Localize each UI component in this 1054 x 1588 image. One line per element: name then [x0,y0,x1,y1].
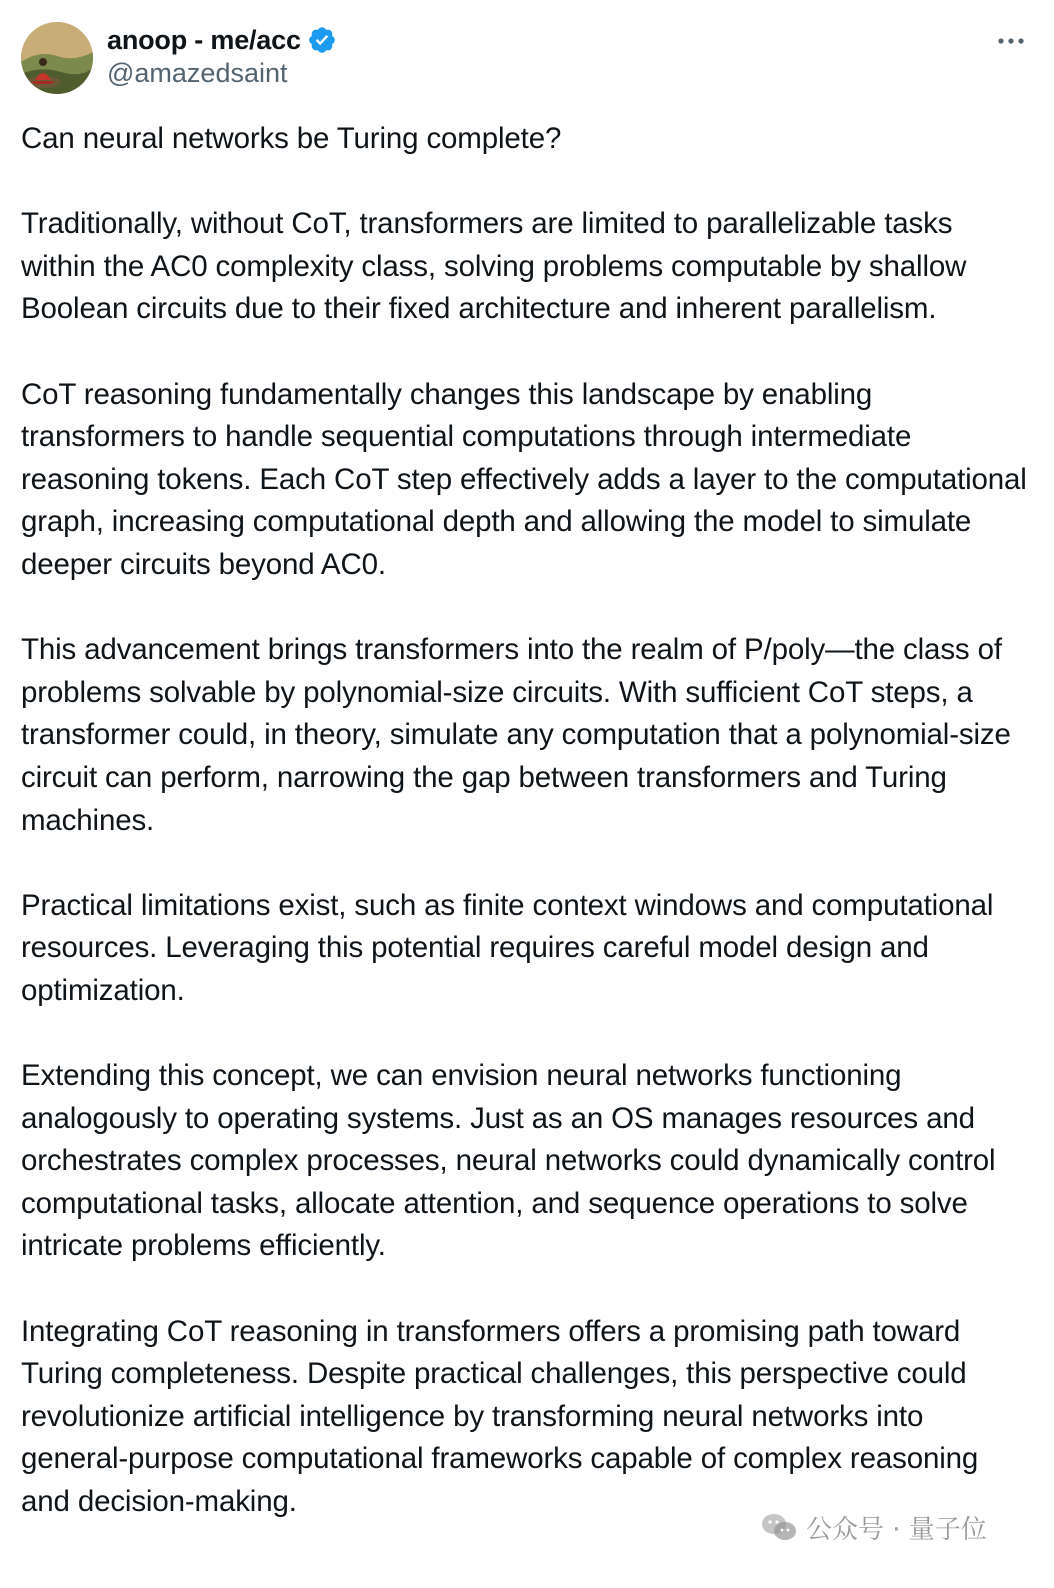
watermark [760,1508,987,1546]
more-horizontal-icon [997,37,1025,45]
author-handle[interactable]: @amazedsaint [107,58,288,88]
tweet-paragraph: Traditionally, without CoT, transformers are limited to parallelizable tasks within the AC0 complexity class, solving problems computable by shallow Boolean circuits due to their fixed architecture and inherent parallelism. [21,207,967,326]
tweet-paragraph: Can neural networks be Turing complete? [21,122,562,155]
tweet-header [0,0,1054,110]
avatar-meditating-figure-icon [21,22,93,94]
author-name-row [107,22,337,58]
more-options-button[interactable] [996,26,1026,56]
verified-badge-icon [307,25,337,55]
tweet-paragraph: Integrating CoT reasoning in transformers offers a promising path toward Turing completeness. Despite practical challenges, this perspective could revolutionize artificial intelligence by transforming neural networks into general-purpose computational frameworks capable of complex reasoning and decision-making. [21,1314,979,1518]
wechat-icon [760,1511,798,1543]
tweet-paragraph: CoT reasoning fundamentally changes this landscape by enabling transformers to handle sequential computations through intermediate reasoning tokens. Each CoT step effectively adds a layer to the computational graph, increasing computational depth and allowing the model to simulate deeper circuits beyond AC0. [21,377,1027,581]
avatar[interactable] [21,22,93,94]
tweet-paragraph: Extending this concept, we can envision neural networks functioning analogously to operating systems. Just as an OS manages resources and orchestrates complex processes, neural networks could dynamically control computational tasks, allocate attention, and sequence operations to solve intricate problems efficiently. [21,1059,996,1263]
author-display-name[interactable]: anoop - me/acc [107,24,301,55]
tweet-text [21,118,1033,1524]
watermark-text: 公众号 · 量子位 [806,1514,987,1545]
tweet-paragraph: Practical limitations exist, such as finite context windows and computational resources. Leveraging this potential requires careful model design and optimization. [21,888,994,1007]
tweet-paragraph: This advancement brings transformers into the realm of P/poly—the class of problems solvable by polynomial-size circuits. With sufficient CoT steps, a transformer could, in theory, simulate any computation that a polynomial-size circuit can perform, narrowing the gap between transformers and Turing machines. [21,633,1011,837]
